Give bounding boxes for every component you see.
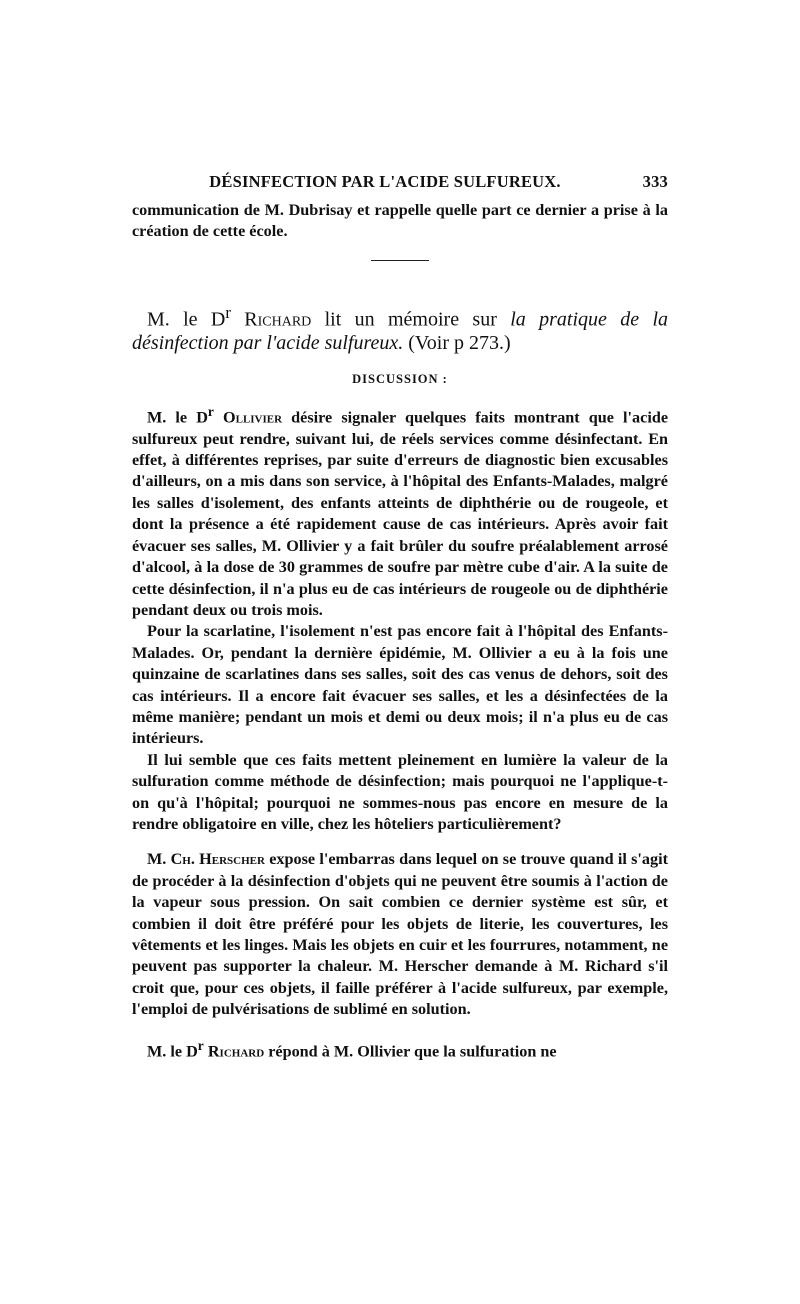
discussion-heading: DISCUSSION : [352,372,448,387]
herscher-prefix: M. [147,850,171,869]
paragraph-scarlatine: Pour la scarlatine, l'isolement n'est pas encore fait à l'hôpital des Enfants-Malades. Or, pendant la dernière épidémie, M. Ollivier a eu à la fois une quinzaine de scarlatines dans ses salles, soit des cas venus de dehors, soit des cas intérieurs. Il a encore fait évacuer ses salles, et les a désinfectées de la même manière; pendant un mois et demi ou deux mois; il n'a plus eu de cas intérieurs. [132,622,668,748]
paragraph-richard-memoire [132,301,668,356]
page-number: 333 [642,172,668,191]
page-body [132,200,668,1062]
lead-middle: lit un mémoire sur [311,308,511,331]
reponse-prefix: M. le D [147,1042,198,1061]
paragraph-reponse [132,1035,668,1063]
herscher-text: expose l'embarras dans lequel on se trouve quand il s'agit de procéder à la désinfection d'objets qui ne peuvent être soumis à l'action de la vapeur sous pression. On sait combien ce dernier système est sûr, et combien il doit être préféré pour les objets de literie, les couvertures, les vêtements et les linges. Mais les objets en cuir et les fourrures, notamment, ne peuvent pas supporter la chaleur. M. Herscher demande à M. Richard s'il croit que, pour ces objets, il faille préférer à l'acide sulfureux, par exemple, l'emploi de pulvérisations de sublimé en solution. [132,850,668,1019]
ollivier-name: Ollivier [223,408,283,427]
lead-reference: (Voir p 273.) [403,332,511,355]
ollivier-prefix: M. le D [147,408,208,427]
reponse-text: répond à M. Ollivier que la sulfuration ne [264,1042,557,1061]
ollivier-title-sup: r [207,403,214,419]
paragraph-ollivier [132,401,668,621]
paragraph-semble: Il lui semble que ces faits mettent pleinement en lumière la valeur de la sulfuration comme méthode de désinfection; mais pourquoi ne l'applique-t-on qu'à l'hôpital; pourquoi ne sommes-nous pas encore en mesure de la rendre obligatoire en ville, chez les hôteliers particulièrement? [132,750,668,833]
lead-prefix: M. le D [147,308,226,331]
herscher-name: Ch. Herscher [170,850,265,869]
lead-author-name: Richard [244,308,312,331]
lead-memoire-title: la pratique de la désinfection par l'acide sulfureux. [132,308,669,355]
paragraph-herscher [132,849,668,1020]
lead-title-sup: r [225,302,231,322]
section-separator [371,260,429,261]
paragraph-intro: communication de M. Dubrisay et rappelle quelle part ce dernier a prise à la création de cette école. [132,201,668,241]
reponse-title-sup: r [197,1037,204,1053]
ollivier-text: désire signaler quelques faits montrant que l'acide sulfureux peut rendre, suivant lui, de réels services comme désinfectant. En effet, à différentes reprises, par suite d'erreurs de diagnostic bien excusables d'ailleurs, on a mis dans son service, à l'hôpital des Enfants-Malades, malgré les salles d'isolement, des enfants atteints de diphthérie ou de rougeole, et dont la présence a été rapidement cause de cas intérieurs. Après avoir fait évacuer ses salles, M. Ollivier y a fait brûler du soufre préalablement arrosé d'alcool, à la dose de 30 grammes de soufre par mètre cube d'air. A la suite de cette désinfection, il n'a plus eu de cas intérieurs de rougeole ou de diphthérie pendant deux ou trois mois. [132,408,669,619]
reponse-name: Richard [207,1042,265,1061]
running-title: DÉSINFECTION PAR L'ACIDE SULFUREUX. [209,172,561,191]
running-header [132,172,668,192]
